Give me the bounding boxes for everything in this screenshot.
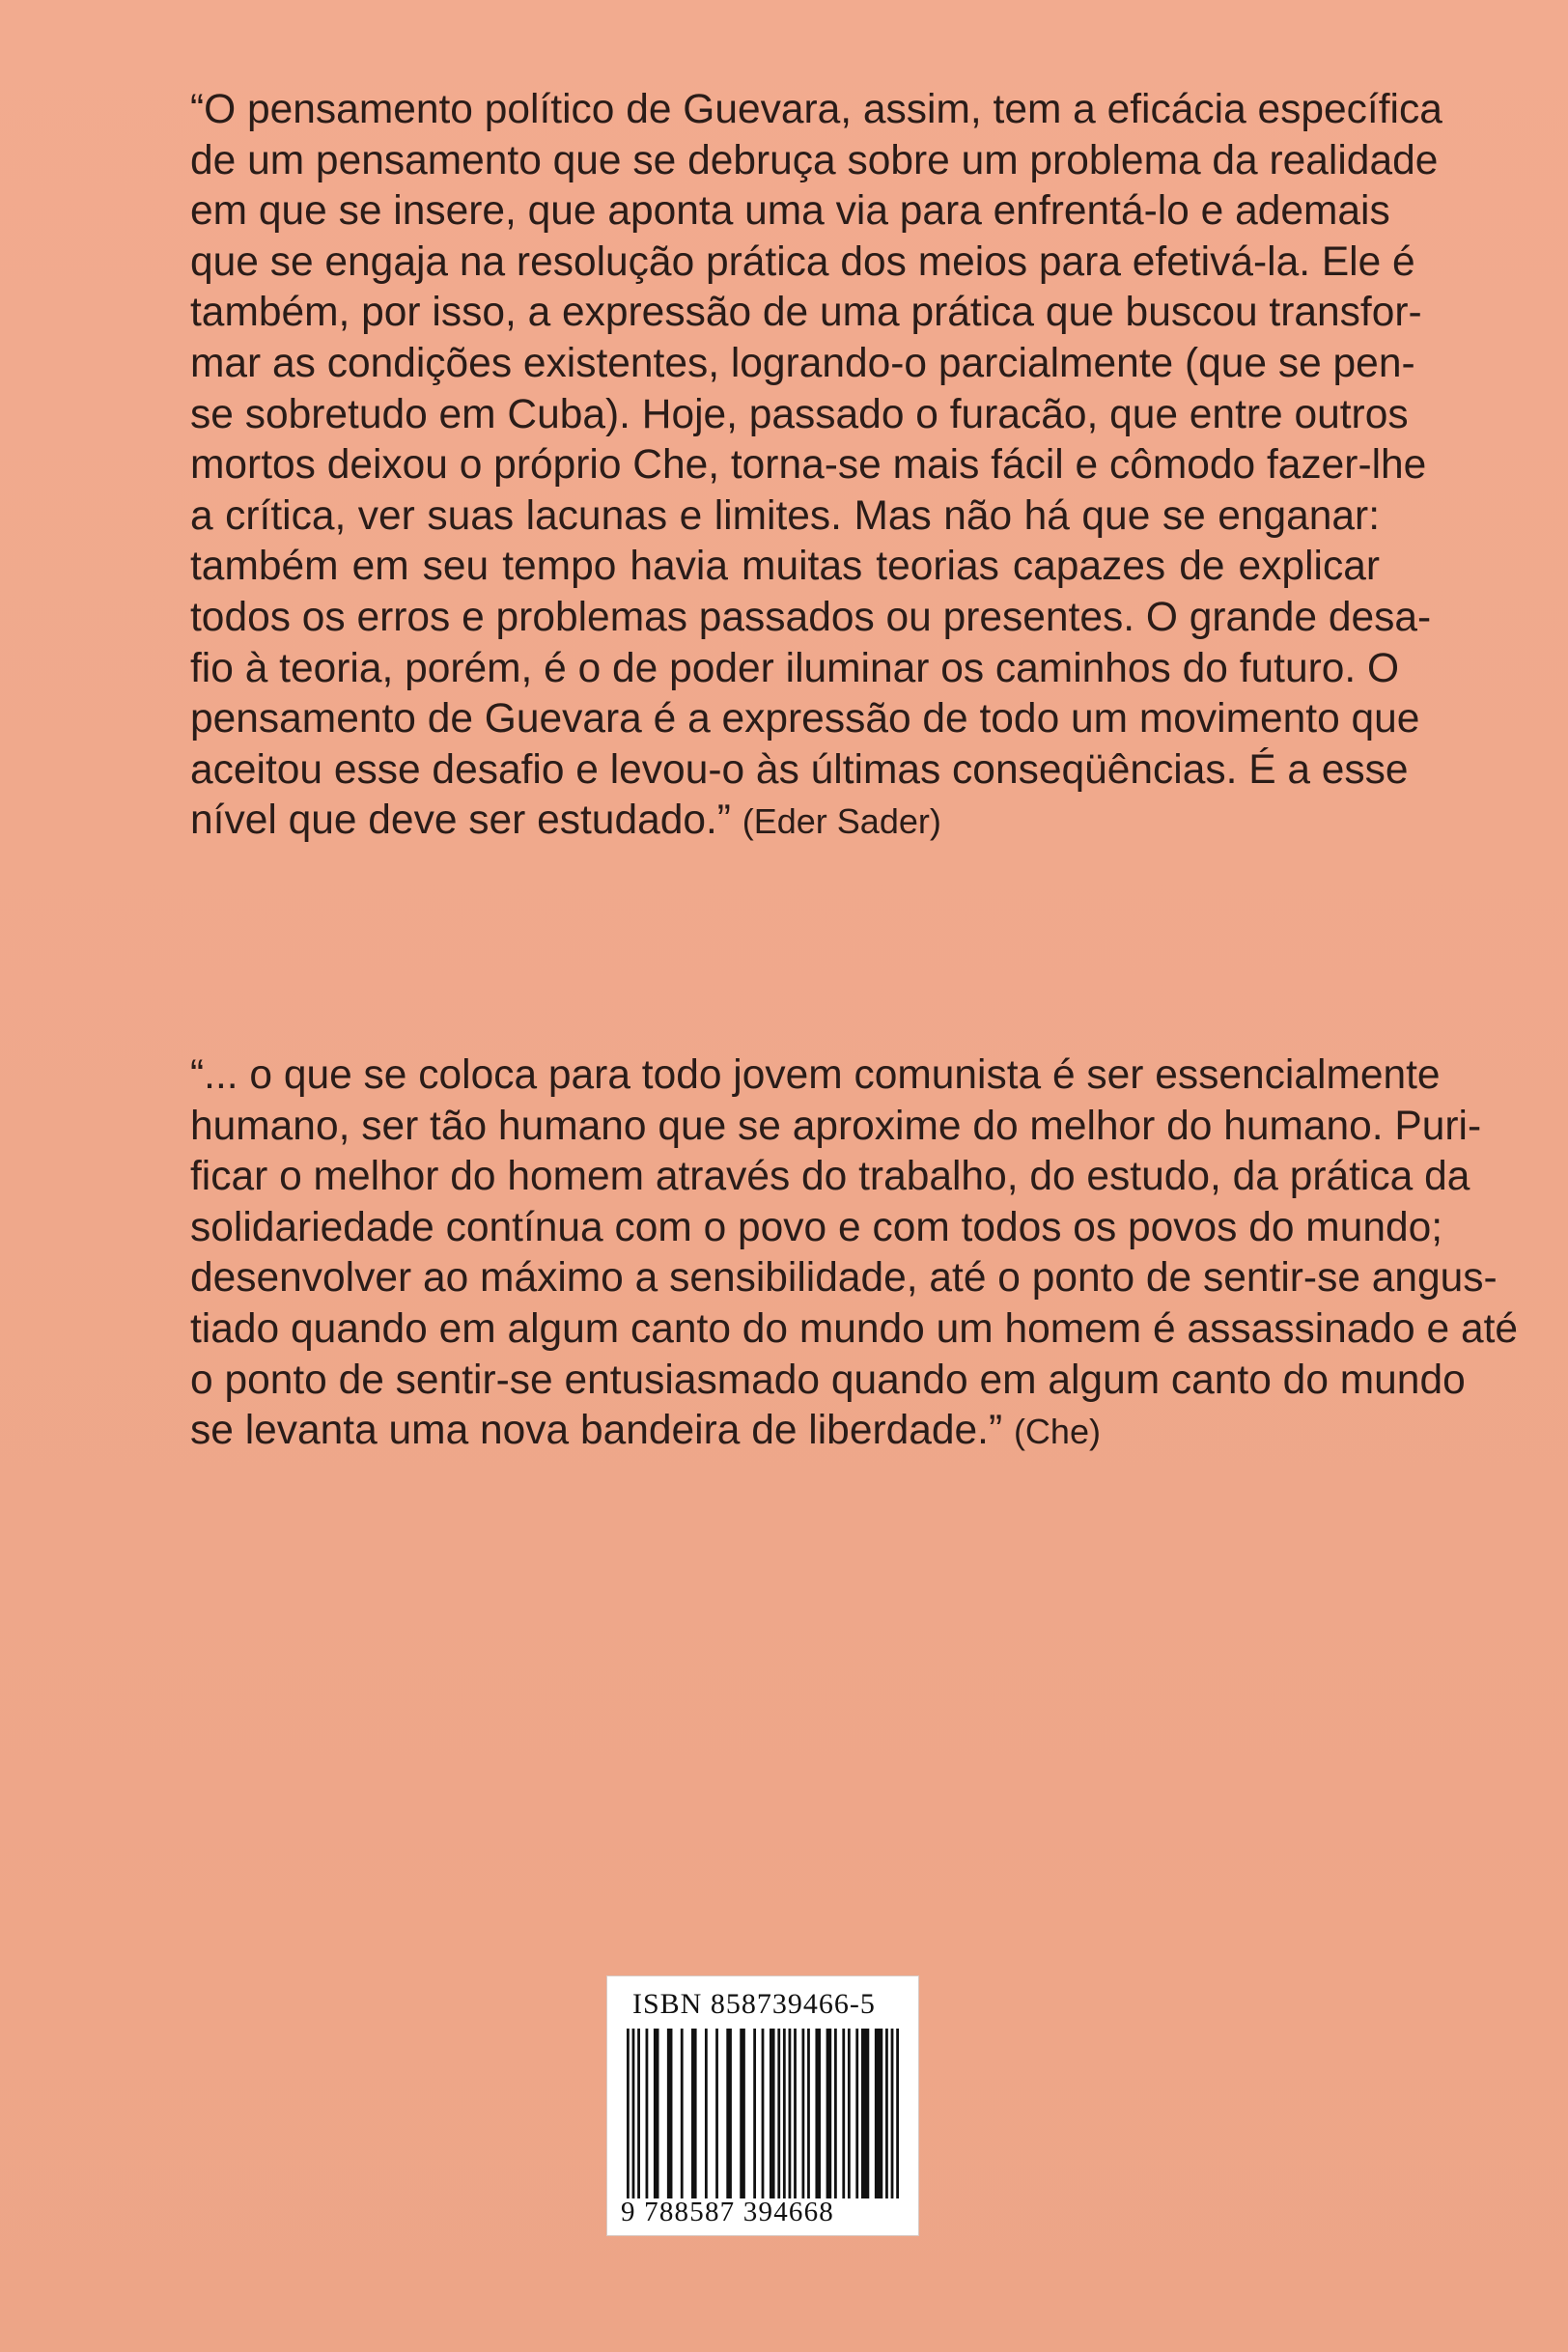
quote-che	[190, 1050, 1519, 1457]
barcode-bar	[705, 2029, 708, 2198]
barcode-bar	[753, 2029, 756, 2198]
quote-line: mar as condições existentes, logrando-o parcialmente (que se pen-	[190, 340, 1415, 386]
isbn-label: ISBN 858739466-5	[632, 1988, 876, 2020]
quote-line: humano, ser tão humano que se aproxime do melhor do humano. Puri-	[190, 1103, 1482, 1149]
quote-line: “... o que se coloca para todo jovem comunista é ser essencialmente	[190, 1052, 1441, 1098]
quote-line: também, por isso, a expressão de uma prática que buscou transfor-	[190, 290, 1422, 336]
quote-line: que se engaja na resolução prática dos meios para efetivá-la. Ele é	[190, 238, 1415, 285]
quote-line: “O pensamento político de Guevara, assim, tem a eficácia específica	[190, 87, 1442, 132]
barcode-bar	[681, 2029, 684, 2198]
barcode-bar	[801, 2029, 804, 2198]
quote-line-last	[190, 1406, 1380, 1457]
quote-line: fio à teoria, porém, é o de poder iluminar os caminhos do futuro. O	[190, 645, 1400, 691]
quote-line-text: nível que deve ser estudado.”	[190, 798, 731, 844]
barcode-bar	[740, 2029, 745, 2198]
quote-line: também em seu tempo havia muitas teorias capazes de explicar	[190, 544, 1380, 590]
barcode-bar	[842, 2029, 845, 2198]
barcode-bar	[834, 2029, 837, 2198]
barcode-bar	[891, 2029, 894, 2198]
barcode-bar	[807, 2029, 810, 2198]
barcode-bar	[861, 2029, 869, 2198]
barcode-bar	[815, 2029, 821, 2198]
barcode-bar	[627, 2029, 630, 2198]
barcode-bar	[646, 2029, 649, 2198]
quote-line: desenvolver ao máximo a sensibilidade, até o ponto de sentir-se angus-	[190, 1255, 1498, 1302]
quote-line: em que se insere, que aponta uma via para enfrentá-lo e ademais	[190, 188, 1390, 235]
barcode-bar	[848, 2029, 851, 2198]
quote-author: (Eder Sader)	[742, 801, 941, 842]
barcode-bars	[627, 2029, 899, 2198]
quote-line-text: se levanta uma nova bandeira de liberdade.”	[190, 1408, 1003, 1454]
barcode-bar	[667, 2029, 673, 2198]
quote-line: se sobretudo em Cuba). Hoje, passado o furacão, que entre outros	[190, 391, 1409, 437]
barcode-bar	[896, 2029, 899, 2198]
isbn-barcode	[606, 1975, 919, 2236]
quote-eder-sader	[190, 85, 1442, 847]
ean-digits: 9 788587 394668	[621, 2197, 834, 2227]
quote-line: pensamento de Guevara é a expressão de todo um movimento que	[190, 696, 1420, 742]
quote-line: a crítica, ver suas lacunas e limites. Mas não há que se enganar:	[190, 492, 1380, 539]
barcode-bar	[875, 2029, 882, 2198]
barcode-bar	[726, 2029, 732, 2198]
barcode-bar	[783, 2029, 786, 2198]
barcode-bar	[855, 2029, 858, 2198]
barcode-bar	[637, 2029, 640, 2198]
barcode-bar	[715, 2029, 718, 2198]
barcode-bar	[691, 2029, 697, 2198]
barcode-bar	[770, 2029, 775, 2198]
quote-line: solidariedade contínua com o povo e com todos os povos do mundo;	[190, 1204, 1443, 1250]
quote-author: (Che)	[1013, 1412, 1101, 1452]
quote-line: todos os erros e problemas passados ou presentes. O grande desa-	[190, 594, 1432, 640]
quote-line: tiado quando em algum canto do mundo um homem é assassinado e até	[190, 1305, 1519, 1352]
barcode-bar	[762, 2029, 765, 2198]
quote-line-last	[190, 796, 1380, 847]
barcode-bar	[826, 2029, 832, 2198]
barcode-bar	[789, 2029, 792, 2198]
barcode-bar	[794, 2029, 797, 2198]
barcode-bar	[632, 2029, 635, 2198]
quote-line: ficar o melhor do homem através do trabalho, do estudo, da prática da	[190, 1154, 1470, 1200]
barcode-bar	[777, 2029, 780, 2198]
quote-line: aceitou esse desafio e levou-o às últimas conseqüências. É a esse	[190, 746, 1409, 793]
barcode-bar	[654, 2029, 659, 2198]
barcode-bar	[885, 2029, 888, 2198]
quote-line: de um pensamento que se debruça sobre um problema da realidade	[190, 137, 1439, 183]
quote-line: mortos deixou o próprio Che, torna-se mais fácil e cômodo fazer-lhe	[190, 442, 1427, 489]
quote-line: o ponto de sentir-se entusiasmado quando em algum canto do mundo	[190, 1357, 1466, 1403]
